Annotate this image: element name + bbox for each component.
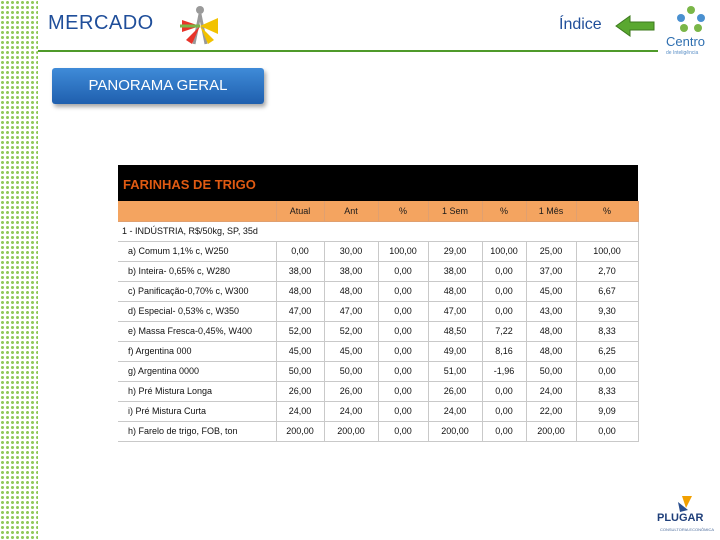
table-cell: 52,00 [324, 321, 378, 341]
table-cell: 0,00 [378, 341, 428, 361]
column-header-row [118, 201, 638, 221]
table-cell: 0,00 [482, 261, 526, 281]
table-cell: 26,00 [428, 381, 482, 401]
table-cell: -1,96 [482, 361, 526, 381]
table-cell: 50,00 [276, 361, 324, 381]
table-cell: 24,00 [526, 381, 576, 401]
table-cell: 37,00 [526, 261, 576, 281]
row-label: a) Comum 1,1% c, W250 [118, 241, 276, 261]
table-cell: 0,00 [276, 241, 324, 261]
dotted-side-pattern [0, 0, 38, 540]
table-cell: 100,00 [482, 241, 526, 261]
table-cell: 0,00 [576, 361, 638, 381]
table-cell: 0,00 [482, 301, 526, 321]
table-cell: 47,00 [428, 301, 482, 321]
table-row [118, 241, 638, 261]
row-label: f) Argentina 000 [118, 341, 276, 361]
brand-subtitle: de Inteligência [666, 50, 699, 56]
row-label: d) Especial- 0,53% c, W350 [118, 301, 276, 321]
table-cell: 48,00 [526, 321, 576, 341]
table-cell: 0,00 [378, 361, 428, 381]
table-cell: 24,00 [428, 401, 482, 421]
table-cell: 50,00 [324, 361, 378, 381]
table-cell: 45,00 [324, 341, 378, 361]
table-cell: 45,00 [526, 281, 576, 301]
table-cell: 24,00 [276, 401, 324, 421]
table-cell: 100,00 [576, 241, 638, 261]
column-header: Atual [276, 201, 324, 221]
table-cell: 24,00 [324, 401, 378, 421]
people-logo-icon [178, 4, 222, 46]
table-cell: 0,00 [378, 321, 428, 341]
table-cell: 38,00 [428, 261, 482, 281]
table-cell: 8,16 [482, 341, 526, 361]
table-cell: 0,00 [576, 421, 638, 441]
row-label: h) Pré Mistura Longa [118, 381, 276, 401]
section-row [118, 221, 638, 241]
table-cell: 2,70 [576, 261, 638, 281]
table-cell: 38,00 [276, 261, 324, 281]
table-cell: 50,00 [526, 361, 576, 381]
panorama-geral-button[interactable]: PANORAMA GERAL [52, 68, 264, 104]
table-cell: 43,00 [526, 301, 576, 321]
table-row [118, 321, 638, 341]
row-label: b) Inteira- 0,65% c, W280 [118, 261, 276, 281]
table-cell: 26,00 [276, 381, 324, 401]
column-header: 1 Mês [526, 201, 576, 221]
plugar-brand: PLUGAR [657, 512, 704, 524]
page-title: MERCADO [48, 12, 154, 34]
table-cell: 200,00 [276, 421, 324, 441]
table-cell: 0,00 [482, 281, 526, 301]
table-cell: 29,00 [428, 241, 482, 261]
table-cell: 8,33 [576, 321, 638, 341]
row-label: g) Argentina 0000 [118, 361, 276, 381]
table-cell: 48,00 [428, 281, 482, 301]
table-cell: 9,09 [576, 401, 638, 421]
table-cell: 6,25 [576, 341, 638, 361]
table-cell: 200,00 [526, 421, 576, 441]
column-header: 1 Sem [428, 201, 482, 221]
table-cell: 0,00 [378, 421, 428, 441]
table-row [118, 261, 638, 281]
column-header: % [378, 201, 428, 221]
wheat-flour-table [118, 165, 638, 439]
table-cell: 6,67 [576, 281, 638, 301]
table-cell: 49,00 [428, 341, 482, 361]
table-cell: 47,00 [324, 301, 378, 321]
table-cell: 48,00 [324, 281, 378, 301]
table-cell: 0,00 [378, 381, 428, 401]
row-label: h) Farelo de trigo, FOB, ton [118, 421, 276, 441]
table-cell: 48,50 [428, 321, 482, 341]
table-cell: 26,00 [324, 381, 378, 401]
table-row [118, 341, 638, 361]
table-row [118, 421, 638, 441]
brand-name: Centro [666, 34, 706, 49]
table-cell: 38,00 [324, 261, 378, 281]
table-cell: 0,00 [378, 301, 428, 321]
table-cell: 48,00 [526, 341, 576, 361]
table-cell: 200,00 [324, 421, 378, 441]
table-cell: 48,00 [276, 281, 324, 301]
table-cell: 0,00 [378, 401, 428, 421]
table-row [118, 381, 638, 401]
table-cell: 52,00 [276, 321, 324, 341]
table-cell: 0,00 [482, 401, 526, 421]
column-header: Ant [324, 201, 378, 221]
table-cell: 0,00 [378, 261, 428, 281]
plugar-subtitle: CONSULTORIA ECONÔMICA [660, 527, 715, 532]
section-label: 1 - INDÚSTRIA, R$/50kg, SP, 35d [118, 221, 638, 241]
table-title: FARINHAS DE TRIGO [118, 165, 638, 201]
table-cell: 200,00 [428, 421, 482, 441]
table-row [118, 401, 638, 421]
table-cell: 45,00 [276, 341, 324, 361]
table-cell: 0,00 [482, 421, 526, 441]
header-divider [38, 50, 658, 52]
index-link[interactable]: Índice [559, 16, 602, 33]
table-cell: 0,00 [482, 381, 526, 401]
table-row [118, 301, 638, 321]
back-arrow-icon[interactable] [614, 14, 658, 38]
column-header [118, 201, 276, 221]
table-cell: 9,30 [576, 301, 638, 321]
column-header: % [576, 201, 638, 221]
table-cell: 25,00 [526, 241, 576, 261]
column-header: % [482, 201, 526, 221]
table-cell: 22,00 [526, 401, 576, 421]
row-label: c) Panificação-0,70% c, W300 [118, 281, 276, 301]
table-row [118, 281, 638, 301]
table-cell: 100,00 [378, 241, 428, 261]
table-cell: 8,33 [576, 381, 638, 401]
table-row [118, 361, 638, 381]
table-cell: 30,00 [324, 241, 378, 261]
table-cell: 51,00 [428, 361, 482, 381]
row-label: i) Pré Mistura Curta [118, 401, 276, 421]
table-cell: 0,00 [378, 281, 428, 301]
table-cell: 7,22 [482, 321, 526, 341]
table-cell: 47,00 [276, 301, 324, 321]
row-label: e) Massa Fresca-0,45%, W400 [118, 321, 276, 341]
